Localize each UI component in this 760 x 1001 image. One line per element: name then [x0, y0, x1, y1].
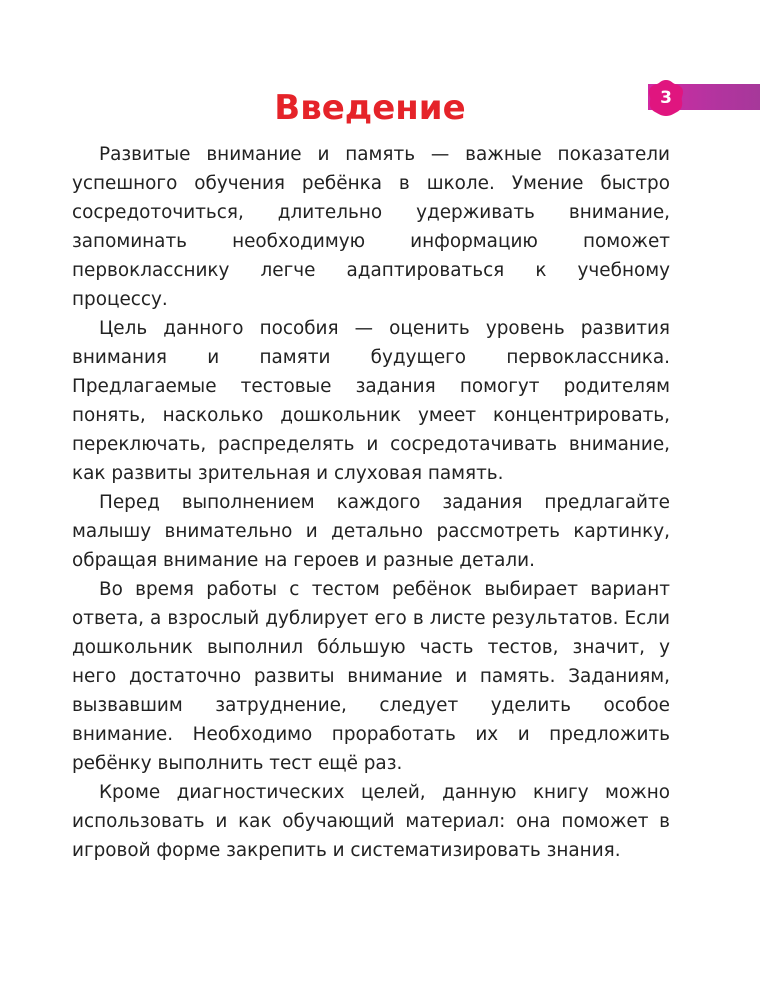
paragraph-1: Развитые внимание и память — важные показатели успешного обучения ребёнка в школе. Умение быстро сосредоточиться, длительно удерживать внимание, запоминать необходимую информацию поможет первокласснику легче адаптироваться к учебному процессу.: [72, 144, 670, 310]
page-title: Введение: [274, 88, 466, 128]
paragraph-5: Кроме диагностических целей, данную книгу можно использовать и как обучающий материал: она поможет в игровой форме закрепить и систематизировать знания.: [72, 782, 670, 861]
paragraph-2: Цель данного пособия — оценить уровень развития внимания и памяти будущего первоклассника. Предлагаемые тестовые задания помогут родителям понять, насколько дошкольник умеет концентрировать, переключать, распределять и сосредотачивать внимание, как развиты зрительная и слуховая память.: [72, 318, 670, 484]
body-text: [72, 140, 670, 865]
paragraph-4: Во время работы с тестом ребёнок выбирает вариант ответа, а взрослый дублирует его в листе результатов. Если дошкольник выполнил бóльшую часть тестов, значит, у него достаточно развиты внимание и память. Заданиям, вызвавшим затруднение, следует уделить особое внимание. Необходимо проработать их и предложить ребёнку выполнить тест ещё раз.: [72, 579, 670, 774]
paragraph-3: Перед выполнением каждого задания предлагайте малышу внимательно и детально рассмотреть картинку, обращая внимание на героев и разные детали.: [72, 492, 670, 571]
page-number: 3: [660, 88, 672, 108]
